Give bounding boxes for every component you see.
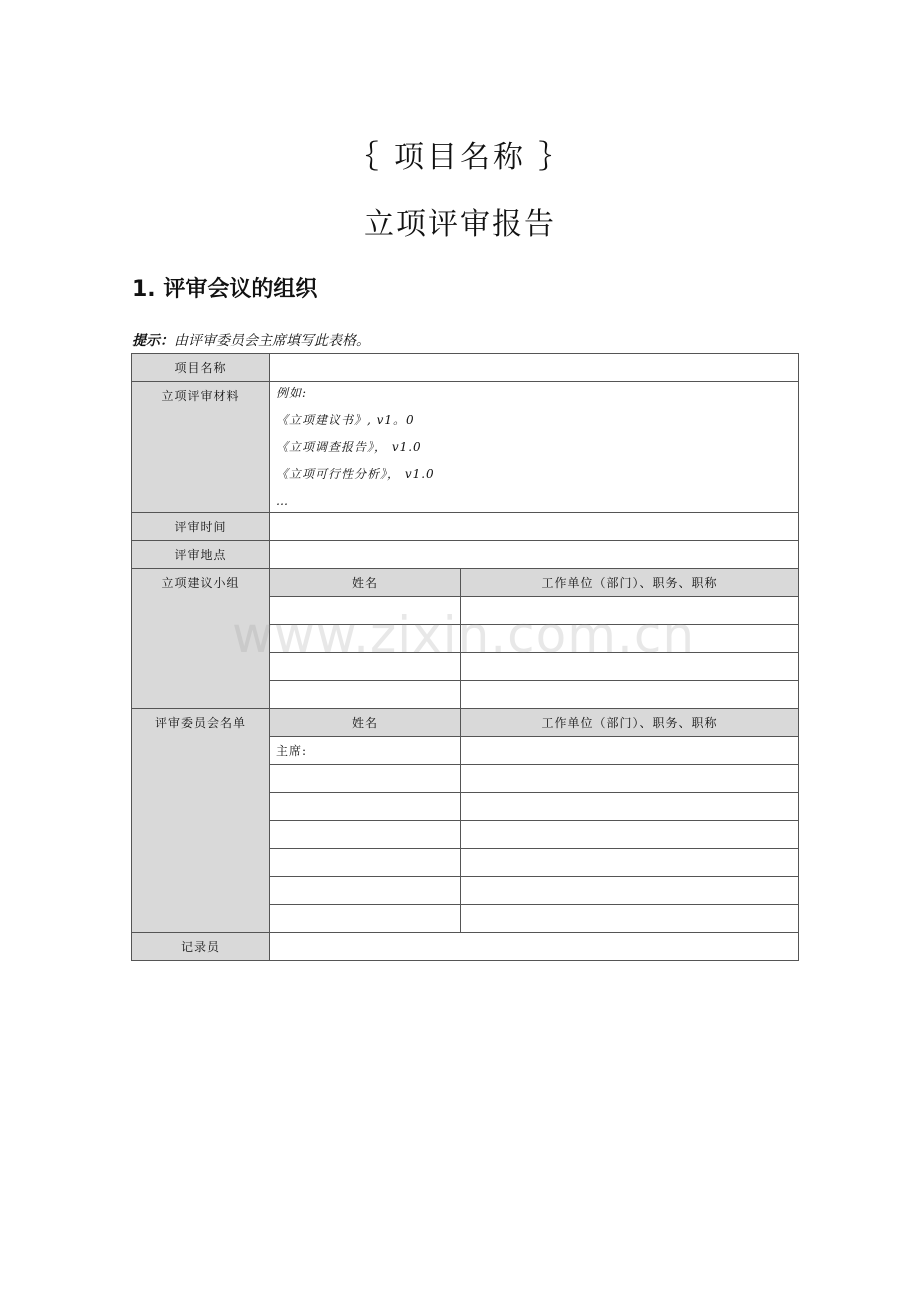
unit-cell[interactable]: [461, 821, 799, 849]
column-header-unit: 工作单位（部门）、职务、职称: [461, 569, 799, 597]
watermark: www.zixin.com.cn: [232, 606, 696, 664]
materials-cell[interactable]: [270, 382, 799, 513]
column-header-name: 姓名: [270, 709, 461, 737]
unit-cell[interactable]: [461, 905, 799, 933]
name-cell[interactable]: [270, 877, 461, 905]
recorder-cell[interactable]: [270, 933, 799, 961]
review-time-label: 评审时间: [132, 513, 270, 541]
section-heading: 1. 评审会议的组织: [132, 277, 318, 302]
committee-label: 评审委员会名单: [132, 709, 270, 933]
name-cell[interactable]: [270, 765, 461, 793]
project-name-label: 项目名称: [132, 354, 270, 382]
materials-line: 《立项可行性分析》， v1.0: [276, 467, 435, 481]
table-row: [132, 354, 799, 382]
hint-label: 提示：: [132, 333, 174, 349]
materials-line: …: [276, 494, 289, 508]
column-header-name: 姓名: [270, 569, 461, 597]
name-cell[interactable]: 主席:: [270, 737, 461, 765]
recorder-label: 记录员: [132, 933, 270, 961]
materials-line: 《立项调查报告》， v1.0: [276, 440, 422, 454]
hint-line: [132, 330, 370, 350]
document-title: ｛ 项目名称 ｝: [348, 140, 572, 175]
materials-line: 《立项建议书》, v1。0: [276, 413, 415, 427]
review-place-cell[interactable]: [270, 541, 799, 569]
name-cell[interactable]: [270, 681, 461, 709]
name-cell[interactable]: [270, 849, 461, 877]
unit-cell[interactable]: [461, 765, 799, 793]
unit-cell[interactable]: [461, 877, 799, 905]
hint-text: 由评审委员会主席填写此表格。: [174, 333, 370, 349]
proposal-group-label: 立项建议小组: [132, 569, 270, 709]
column-header-unit: 工作单位（部门）、职务、职称: [461, 709, 799, 737]
name-cell[interactable]: [270, 793, 461, 821]
table-row: [132, 382, 799, 513]
review-place-label: 评审地点: [132, 541, 270, 569]
name-cell[interactable]: [270, 905, 461, 933]
unit-cell[interactable]: [461, 737, 799, 765]
materials-label: 立项评审材料: [132, 382, 270, 513]
table-row: [132, 709, 799, 737]
table-row: [132, 513, 799, 541]
table-row: [132, 541, 799, 569]
project-name-cell[interactable]: [270, 354, 799, 382]
report-title: 立项评审报告: [364, 207, 556, 242]
unit-cell[interactable]: [461, 849, 799, 877]
review-time-cell[interactable]: [270, 513, 799, 541]
name-cell[interactable]: [270, 821, 461, 849]
materials-line: 例如:: [276, 386, 308, 400]
table-row: [132, 569, 799, 597]
unit-cell[interactable]: [461, 793, 799, 821]
unit-cell[interactable]: [461, 681, 799, 709]
table-row: [132, 933, 799, 961]
